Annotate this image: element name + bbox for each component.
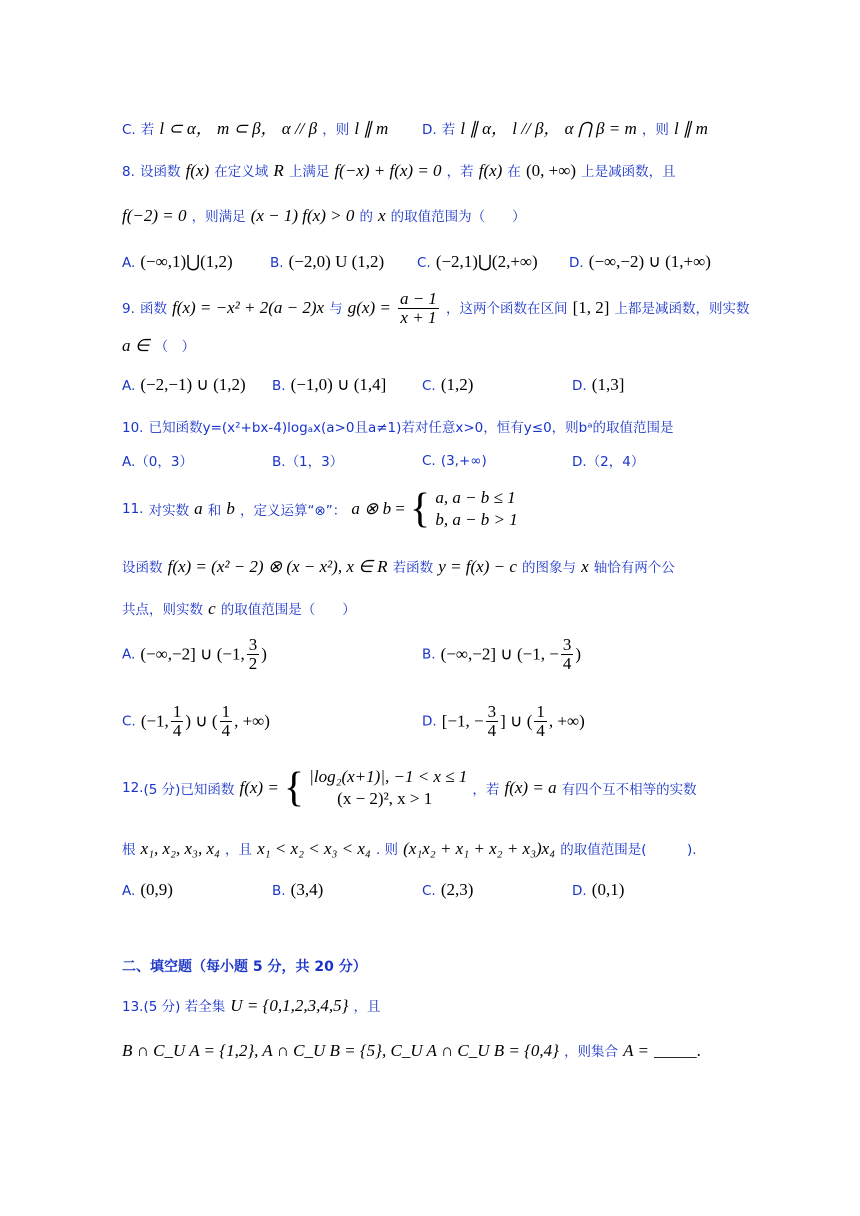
q11-t9: 的取值范围是（ ） bbox=[220, 602, 356, 618]
q9-stem-line2 bbox=[122, 335, 742, 356]
q11-options-2-fd: 4 bbox=[172, 721, 182, 740]
q11-t2: 和 bbox=[207, 503, 222, 519]
q8-t4: ，若 bbox=[446, 164, 474, 180]
q9-t2: 与 bbox=[329, 301, 343, 317]
q12-option-b bbox=[272, 880, 323, 900]
q7-optC-res: l ∥ m bbox=[354, 119, 389, 138]
q10-options-3-value: （2，4） bbox=[586, 454, 645, 470]
q12-case1: |log₂(x+1)|, −1 < x ≤ 1 bbox=[309, 767, 468, 786]
q9-options-1-label: B. bbox=[272, 378, 286, 394]
q11-stem-line3 bbox=[122, 598, 742, 619]
q11-options-3-pre: [−1, − bbox=[441, 711, 484, 731]
q8-t6: 上是减函数，且 bbox=[581, 164, 676, 180]
q11-case1: a, a − b ≤ 1 bbox=[435, 488, 516, 507]
q8-m2: R bbox=[273, 161, 284, 180]
q11-options-3-fd2: 4 bbox=[536, 721, 545, 740]
q12-m6: (x₁x₂ + x₁ + x₂ + x₃)x₄ bbox=[403, 839, 556, 858]
q7-optD-then: ，则 bbox=[641, 122, 669, 138]
q11-options-0-post: ) bbox=[261, 644, 267, 664]
q11-option-c bbox=[122, 703, 270, 740]
q7-optD-if: 若 bbox=[441, 122, 456, 138]
q11-options-2-post: , +∞) bbox=[234, 711, 270, 731]
q8-m4: f(x) bbox=[478, 161, 503, 180]
q7-optC-label: C. bbox=[122, 122, 136, 138]
q8-t1: 设函数 bbox=[139, 164, 181, 180]
q9-fraction bbox=[398, 290, 439, 327]
q13-t3: ，则集合 bbox=[564, 1044, 619, 1060]
q11-option-b bbox=[422, 636, 581, 673]
q9-t4: 上都是减函数，则实数 bbox=[614, 301, 750, 317]
q11-options-0-pre: (−∞,−2] ∪ (−1, bbox=[140, 644, 245, 664]
q9-option-d bbox=[572, 375, 624, 395]
q7-optD-res: l ∥ m bbox=[673, 119, 708, 138]
q8-options-0-value: (−∞,1)⋃(1,2) bbox=[140, 252, 233, 271]
q11-options-0-label: A. bbox=[122, 646, 136, 663]
q12-t5: ，且 bbox=[225, 842, 253, 858]
q11-stem-line2 bbox=[122, 556, 742, 577]
q7-optD-cond: l ∥ α， l // β， α ⋂ β = m bbox=[460, 119, 637, 138]
q11-m1: a bbox=[194, 499, 203, 518]
q11-options-1-label: B. bbox=[422, 646, 436, 663]
q11-m2: b bbox=[226, 499, 235, 518]
q9-t1: 函数 bbox=[139, 301, 167, 317]
q11-options-2-fn2: 1 bbox=[221, 702, 231, 721]
q11-options-1-post: ) bbox=[575, 644, 581, 664]
q9-options-3-value: (1,3] bbox=[591, 375, 625, 394]
q7-option-c bbox=[122, 114, 388, 139]
q9-m3: [1, 2] bbox=[572, 298, 610, 317]
q12-stem-line1 bbox=[122, 766, 742, 810]
q12-option-c bbox=[422, 880, 473, 900]
q11-t3: ，定义运算“⊗”： bbox=[239, 503, 347, 519]
q12-stem-line2 bbox=[122, 838, 742, 859]
q11-m6: x bbox=[581, 557, 589, 576]
q10-options-0-value: （0，3） bbox=[135, 454, 193, 470]
q10-option-b bbox=[272, 450, 343, 470]
q10-options-2-label: C. bbox=[422, 453, 436, 469]
q11-options-2-fd2: 4 bbox=[221, 721, 231, 740]
q10-option-a bbox=[122, 450, 193, 470]
q9-stem-line1 bbox=[122, 289, 750, 327]
q12-brace: { bbox=[283, 765, 305, 811]
q11-m3: a ⊗ b bbox=[351, 499, 392, 518]
q11-options-1-fd: 4 bbox=[562, 654, 572, 673]
q8-option-a bbox=[122, 252, 233, 272]
q8-m1: f(x) bbox=[185, 161, 210, 180]
q11-options-3-post: , +∞) bbox=[548, 711, 585, 731]
q8-t3: 上满足 bbox=[288, 164, 330, 180]
q8-options-1-label: B. bbox=[270, 255, 284, 271]
q13-answer-blank: _____. bbox=[654, 1041, 701, 1060]
q11-options-2-pre: (−1, bbox=[140, 711, 169, 731]
q8-options-3-label: D. bbox=[569, 255, 584, 271]
q12-m5: x₁ < x₂ < x₃ < x₄ bbox=[257, 839, 371, 858]
q11-brace: { bbox=[410, 486, 431, 532]
q11-m4: f(x) = (x² − 2) ⊗ (x − x²), x ∈ R bbox=[167, 557, 388, 576]
q13-stem-line1 bbox=[122, 995, 742, 1016]
q8-options-2-label: C. bbox=[417, 255, 431, 271]
q11-t6: 的图象与 bbox=[521, 560, 576, 576]
q8-t9: 的取值范围为（ ） bbox=[390, 209, 526, 225]
q11-options-0-fn: 3 bbox=[248, 635, 258, 654]
q11-options-3-label: D. bbox=[422, 713, 437, 730]
q11-option-a bbox=[122, 636, 267, 673]
q8-option-b bbox=[270, 252, 384, 272]
q7-optD-label: D. bbox=[422, 122, 437, 138]
q9-options-3-label: D. bbox=[572, 378, 587, 394]
q12-t1: (5 分)已知函数 bbox=[143, 782, 235, 798]
q9-t3: ，这两个函数在区间 bbox=[446, 301, 568, 317]
q8-m5: (0, +∞) bbox=[526, 161, 577, 180]
q9-frac-num: a − 1 bbox=[399, 289, 437, 308]
q13-m1: U = {0,1,2,3,4,5} bbox=[230, 996, 349, 1015]
q9-option-a bbox=[122, 375, 246, 395]
q12-options-3-value: (0,1) bbox=[591, 880, 625, 899]
q11-options-3-fn2: 1 bbox=[536, 702, 545, 721]
q9-t5: （ ） bbox=[154, 339, 196, 355]
q11-t5: 若函数 bbox=[392, 560, 434, 576]
q11-stem-line1: 11. 对实数 a 和 b ，定义运算“⊗”： a ⊗ b = { a, a − b ≤ 1 b, a − b > 1 bbox=[122, 486, 518, 532]
q9-m4: a ∈ bbox=[122, 336, 150, 355]
q11-cases bbox=[435, 487, 517, 531]
q9-options-2-value: (1,2) bbox=[440, 375, 474, 394]
q12-t4: 根 bbox=[122, 842, 136, 858]
q10-text: 已知函数y=(x²+bx-4)logₐx(a>0且a≠1)若对任意x>0，恒有y≤0，则bᵃ的取值范围是 bbox=[148, 420, 674, 436]
q12-m2: f(x) = a bbox=[504, 778, 557, 797]
q10-options-0-label: A. bbox=[122, 454, 136, 470]
q10-options-1-value: （1，3） bbox=[285, 454, 344, 470]
q8-options-3-value: (−∞,−2) ∪ (1,+∞) bbox=[588, 252, 711, 271]
q8-t2: 在定义域 bbox=[214, 164, 269, 180]
q11-options-1-fn: 3 bbox=[562, 635, 572, 654]
q8-m8: x bbox=[378, 206, 386, 225]
q12-t7: 的取值范围是( ). bbox=[560, 842, 697, 858]
q11-option-d bbox=[422, 703, 585, 740]
q12-options-3-label: D. bbox=[572, 883, 587, 899]
q11-t8: 共点，则实数 bbox=[122, 602, 203, 618]
q12-m4: x₁, x₂, x₃, x₄ bbox=[140, 839, 220, 858]
q9-m2: g(x) = bbox=[347, 298, 391, 317]
q12-options-1-value: (3,4) bbox=[290, 880, 324, 899]
q12-options-1-label: B. bbox=[272, 883, 286, 899]
q10-options-2-value: (3,+∞) bbox=[440, 453, 487, 469]
q11-options-2-mid: ) ∪ ( bbox=[185, 711, 218, 731]
q11-t4: 设函数 bbox=[122, 560, 163, 576]
q8-stem-line1 bbox=[122, 160, 742, 181]
q8-stem-line2 bbox=[122, 205, 742, 226]
q8-options-2-value: (−2,1)⋃(2,+∞) bbox=[435, 252, 538, 271]
q9-options-2-label: C. bbox=[422, 378, 436, 394]
q12-options-0-value: (0,9) bbox=[140, 880, 173, 899]
q12-option-d bbox=[572, 880, 624, 900]
q10-stem bbox=[122, 416, 742, 436]
q12-t3: 有四个互不相等的实数 bbox=[561, 782, 697, 798]
q9-m1: f(x) = −x² + 2(a − 2)x bbox=[172, 298, 325, 317]
q12-option-a bbox=[122, 880, 173, 900]
q9-options-0-label: A. bbox=[122, 378, 136, 394]
q10-option-c bbox=[422, 450, 487, 469]
q10-num: 10. bbox=[122, 420, 144, 436]
q10-options-3-label: D. bbox=[572, 454, 587, 470]
q11-t1: 对实数 bbox=[148, 503, 190, 519]
q12-t2: ，若 bbox=[472, 782, 500, 798]
q8-option-c bbox=[417, 252, 538, 272]
q11-t7: 轴恰有两个公 bbox=[593, 560, 675, 576]
q13-t2: ，且 bbox=[353, 999, 381, 1015]
q8-t7: ，则满足 bbox=[191, 209, 246, 225]
q7-optC-then: ，则 bbox=[322, 122, 350, 138]
section-heading-fill-in bbox=[122, 956, 742, 976]
q8-m6: f(−2) = 0 bbox=[122, 206, 187, 225]
q12-options-2-value: (2,3) bbox=[440, 880, 474, 899]
q11-m8: c bbox=[208, 599, 216, 618]
q8-m3: f(−x) + f(x) = 0 bbox=[334, 161, 442, 180]
q11-options-3-mid: ] ∪ ( bbox=[500, 711, 533, 731]
q11-options-2-fn: 1 bbox=[172, 702, 182, 721]
q11-options-3-fd: 4 bbox=[487, 721, 497, 740]
q7-optC-if: 若 bbox=[140, 122, 155, 138]
q8-options-0-label: A. bbox=[122, 255, 136, 271]
q13-num: 13. bbox=[122, 999, 144, 1015]
q10-options-1-label: B. bbox=[272, 454, 286, 470]
q7-option-d bbox=[422, 114, 708, 139]
q11-options-1-pre: (−∞,−2] ∪ (−1, − bbox=[440, 644, 559, 664]
q11-m5: y = f(x) − c bbox=[438, 557, 517, 576]
q11-options-0-fd: 2 bbox=[248, 654, 258, 673]
q9-option-b bbox=[272, 375, 386, 395]
q10-option-d bbox=[572, 450, 644, 470]
q8-t5: 在 bbox=[507, 164, 521, 180]
q8-t8: 的 bbox=[359, 209, 373, 225]
q11-options-2-label: C. bbox=[122, 713, 136, 730]
q12-t6: . 则 bbox=[375, 842, 399, 858]
q9-options-0-value: (−2,−1) ∪ (1,2) bbox=[140, 375, 246, 394]
q9-frac-den: x + 1 bbox=[400, 308, 437, 327]
q13-t1: (5 分) 若全集 bbox=[143, 999, 226, 1015]
q8-option-d bbox=[569, 252, 711, 272]
q7-optC-cond: l ⊂ α， m ⊂ β， α // β bbox=[159, 119, 318, 138]
q12-options-0-label: A. bbox=[122, 883, 136, 899]
q12-m1: f(x) = bbox=[239, 778, 279, 797]
q11-options-3-fn: 3 bbox=[487, 702, 497, 721]
q12-cases bbox=[309, 766, 467, 810]
q9-num: 9. bbox=[122, 301, 135, 317]
q8-m7: (x − 1) f(x) > 0 bbox=[250, 206, 355, 225]
q8-options-1-value: (−2,0) U (1,2) bbox=[288, 252, 385, 271]
q12-num: 12. bbox=[122, 780, 144, 796]
q12-case2: (x − 2)², x > 1 bbox=[337, 789, 433, 808]
q9-option-c bbox=[422, 375, 473, 395]
q13-m3: A = bbox=[623, 1041, 649, 1060]
q12-options-2-label: C. bbox=[422, 883, 436, 899]
q11-num: 11. bbox=[122, 501, 144, 517]
q9-options-1-value: (−1,0) ∪ (1,4] bbox=[290, 375, 387, 394]
q13-m2: B ∩ C_U A = {1,2}, A ∩ C_U B = {5}, C_U A ∩ C_U B = {0,4} bbox=[122, 1041, 559, 1060]
section2-heading: 二、填空题（每小题 5 分，共 20 分） bbox=[122, 959, 367, 975]
q11-case2: b, a − b > 1 bbox=[435, 510, 518, 529]
q8-num: 8. bbox=[122, 164, 135, 180]
q13-stem-line2 bbox=[122, 1040, 742, 1061]
